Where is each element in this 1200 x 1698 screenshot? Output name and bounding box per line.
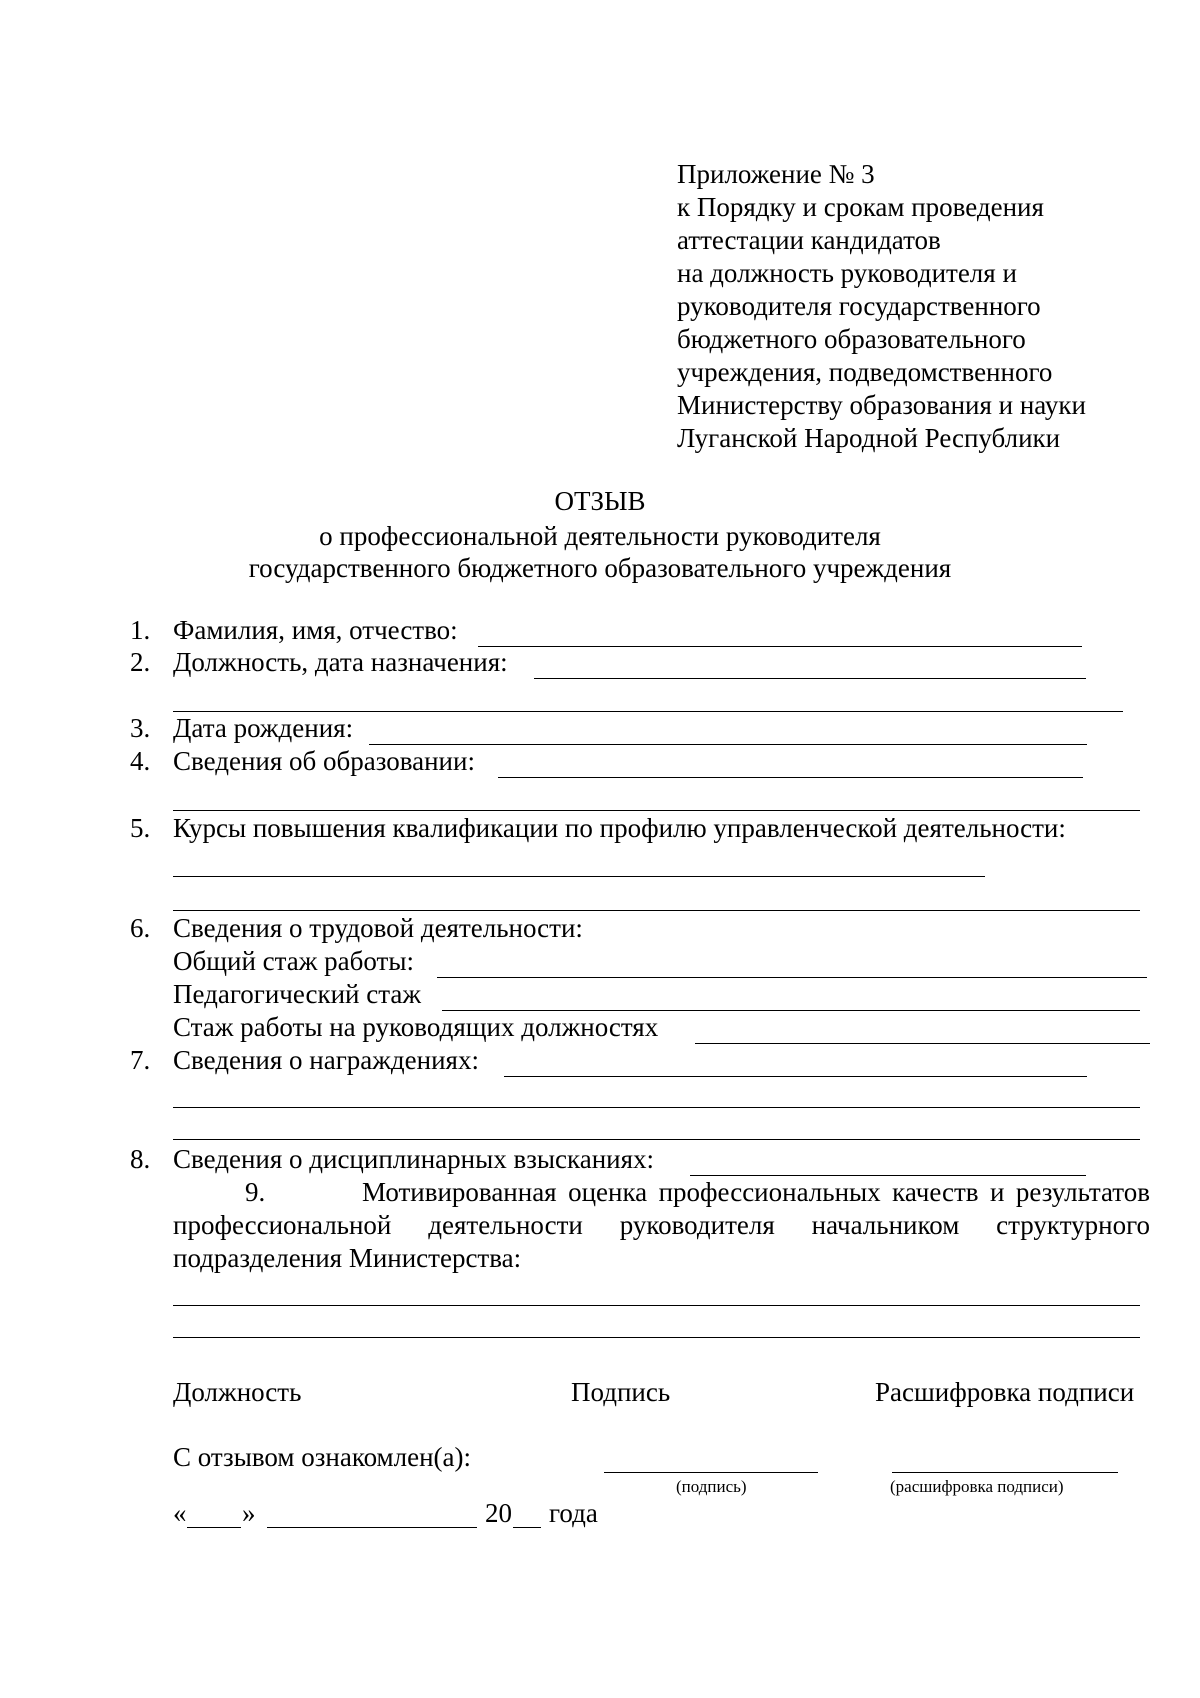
- signature-signature-label: Подпись: [571, 1377, 671, 1407]
- item-6-number: 6.: [130, 913, 151, 943]
- item-3-fill-line[interactable]: [369, 744, 1087, 745]
- item-5-fill-line-extra[interactable]: [173, 910, 1140, 911]
- item-8-label: Сведения о дисциплинарных взысканиях:: [173, 1144, 655, 1174]
- item-4-label: Сведения об образовании:: [173, 746, 475, 776]
- appendix-line: аттестации кандидатов: [677, 225, 941, 255]
- item-8-number: 8.: [130, 1144, 151, 1174]
- item-4-fill-line-extra[interactable]: [173, 810, 1140, 811]
- item-9-fill-line-2[interactable]: [173, 1337, 1140, 1338]
- item-3-label: Дата рождения:: [173, 713, 354, 743]
- appendix-line: руководителя государственного: [677, 291, 1041, 321]
- acquainted-label: С отзывом ознакомлен(а):: [173, 1442, 472, 1472]
- date-open-quote: «: [173, 1498, 187, 1528]
- item-9-text: Мотивированная оценка профессиональных качеств и результатов профессиональной деятельности руководителя начальником структурного подразделения Министерства:: [173, 1177, 1150, 1273]
- appendix-line: бюджетного образовательного: [677, 324, 1026, 354]
- item-7-fill-line-extra-1[interactable]: [173, 1107, 1140, 1108]
- item-4-fill-line[interactable]: [498, 777, 1083, 778]
- signature-position-label: Должность: [173, 1377, 302, 1407]
- item-2-fill-line[interactable]: [534, 678, 1086, 679]
- item-3-number: 3.: [130, 713, 151, 743]
- date-month-line[interactable]: [267, 1527, 477, 1528]
- date-year-line[interactable]: [513, 1527, 541, 1528]
- item-2-label: Должность, дата назначения:: [173, 647, 508, 677]
- item-6-management-label: Стаж работы на руководящих должностях: [173, 1012, 659, 1042]
- date-year-suffix: года: [549, 1498, 598, 1528]
- acquainted-decoding-line[interactable]: [892, 1472, 1118, 1473]
- acquainted-signature-line[interactable]: [604, 1472, 818, 1473]
- date-year-prefix: 20: [485, 1498, 512, 1528]
- item-6-label: Сведения о трудовой деятельности:: [173, 913, 583, 943]
- item-1-number: 1.: [130, 615, 151, 645]
- item-5-label: Курсы повышения квалификации по профилю управленческой деятельности:: [173, 813, 1066, 843]
- decoding-caption: (расшифровка подписи): [890, 1477, 1064, 1496]
- item-5-number: 5.: [130, 813, 151, 843]
- item-6-pedagogical-label: Педагогический стаж: [173, 979, 422, 1009]
- appendix-line: на должность руководителя и: [677, 258, 1017, 288]
- date-day-line[interactable]: [187, 1527, 241, 1528]
- item-9-paragraph: [173, 1176, 1150, 1275]
- item-6-total-fill-line[interactable]: [437, 977, 1147, 978]
- item-7-number: 7.: [130, 1045, 151, 1075]
- item-9-number: 9.: [245, 1177, 266, 1207]
- appendix-line: к Порядку и срокам проведения: [677, 192, 1044, 222]
- item-1-label: Фамилия, имя, отчество:: [173, 615, 458, 645]
- item-7-fill-line-extra-2[interactable]: [173, 1139, 1140, 1140]
- signature-decoding-label: Расшифровка подписи: [875, 1377, 1135, 1407]
- appendix-line: Луганской Народной Республики: [677, 423, 1061, 453]
- item-6-total-label: Общий стаж работы:: [173, 946, 414, 976]
- item-1-fill-line[interactable]: [478, 646, 1082, 647]
- appendix-block: [677, 158, 1086, 455]
- item-7-fill-line[interactable]: [504, 1076, 1087, 1077]
- item-5-fill-line[interactable]: [173, 876, 985, 877]
- appendix-line: Министерству образования и науки: [677, 390, 1086, 420]
- item-6-management-fill-line[interactable]: [695, 1043, 1150, 1044]
- item-9-fill-line-1[interactable]: [173, 1305, 1140, 1306]
- item-7-label: Сведения о награждениях:: [173, 1045, 479, 1075]
- item-4-number: 4.: [130, 746, 151, 776]
- item-2-number: 2.: [130, 647, 151, 677]
- date-close-quote: »: [242, 1498, 256, 1528]
- document-subtitle-1: о профессиональной деятельности руководителя: [319, 521, 881, 551]
- document-title: ОТЗЫВ: [554, 486, 646, 516]
- signature-caption: (подпись): [676, 1477, 747, 1496]
- appendix-line: Приложение № 3: [677, 159, 875, 189]
- document-subtitle-2: государственного бюджетного образовательного учреждения: [248, 553, 952, 583]
- appendix-line: учреждения, подведомственного: [677, 357, 1053, 387]
